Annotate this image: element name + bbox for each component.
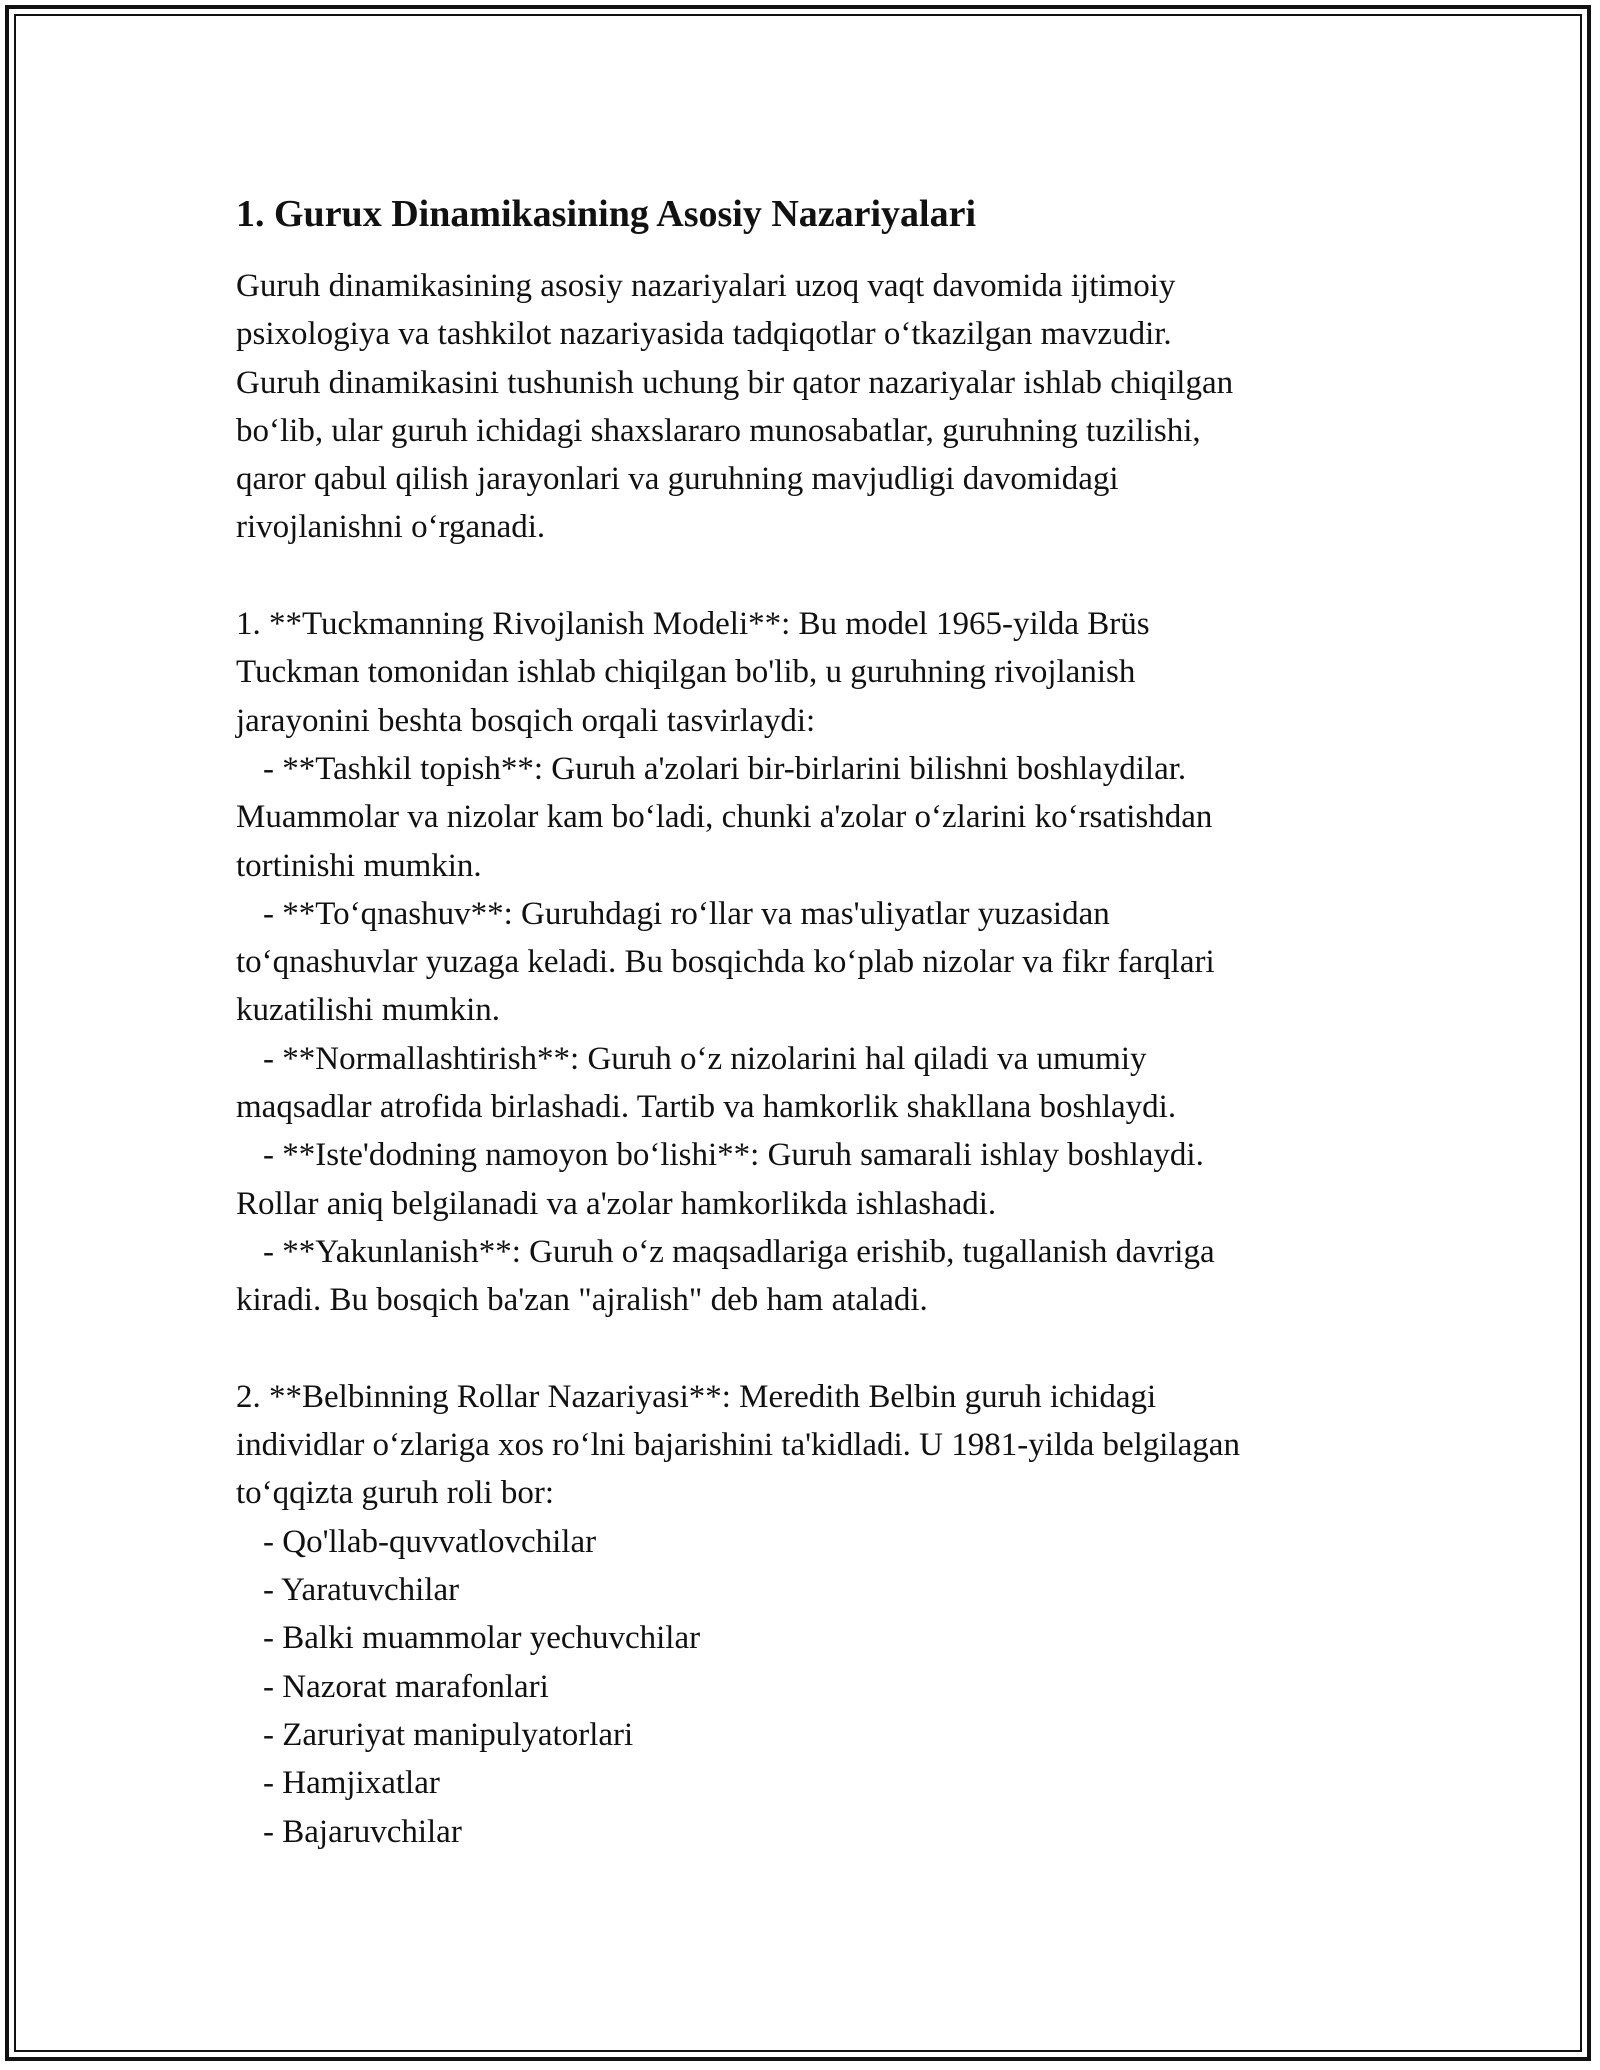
section-line: jarayonini beshta bosqich orqali tasvirlaydi:	[236, 702, 816, 739]
stage-yakun-line: - **Yakunlanish**: Guruh o‘z maqsadlariga erishib, tugallanish davriga	[263, 1233, 1215, 1270]
section-line: 1. **Tuckmanning Rivojlanish Modeli**: Bu model 1965-yilda Brüs	[236, 606, 1150, 643]
intro-line: Guruh dinamikasining asosiy nazariyalari uzoq vaqt davomida ijtimoiy	[236, 268, 1176, 304]
document-title: 1. Gurux Dinamikasining Asosiy Nazariyalari	[236, 193, 977, 235]
section-line: 2. **Belbinning Rollar Nazariyasi**: Meredith Belbin guruh ichidagi	[236, 1378, 1157, 1415]
stage-toqnashuv-line: kuzatilishi mumkin.	[236, 992, 500, 1029]
section-line: to‘qqizta guruh roli bor:	[236, 1475, 555, 1512]
stage-tashkil-line: - **Tashkil topish**: Guruh a'zolari bir-birlarini bilishni boshlaydilar.	[263, 750, 1187, 787]
role-item: - Balki muammolar yechuvchilar	[263, 1620, 701, 1657]
section-belbin	[236, 1373, 1376, 1856]
stage-iste-line: Rollar aniq belgilanadi va a'zolar hamkorlikda ishlashadi.	[236, 1185, 997, 1222]
stage-iste-line: - **Iste'dodning namoyon bo‘lishi**: Guruh samarali ishlay boshlaydi.	[263, 1137, 1204, 1174]
intro-line: psixologiya va tashkilot nazariyasida tadqiqotlar o‘tkazilgan mavzudir.	[236, 316, 1172, 353]
intro-line: rivojlanishni o‘rganadi.	[236, 509, 546, 546]
role-item: - Yaratuvchilar	[263, 1572, 460, 1609]
intro-line: Guruh dinamikasini tushunish uchung bir qator nazariyalar ishlab chiqilgan	[236, 364, 1234, 401]
spacer	[236, 1325, 1376, 1373]
stage-tashkil-line: tortinishi mumkin.	[236, 847, 482, 884]
role-item: - Zaruriyat manipulyatorlari	[263, 1716, 634, 1753]
section-line: individlar o‘zlariga xos ro‘lni bajarishini ta'kidladi. U 1981-yilda belgilagan	[236, 1427, 1240, 1464]
role-item: - Hamjixatlar	[263, 1765, 440, 1802]
document-body	[236, 188, 1376, 1856]
stage-tashkil-line: Muammolar va nizolar kam bo‘ladi, chunki a'zolar o‘zlarini ko‘rsatishdan	[236, 799, 1213, 836]
spacer	[236, 552, 1376, 600]
intro-paragraph	[236, 262, 1376, 552]
intro-line: qaror qabul qilish jarayonlari va guruhning mavjudligi davomidagi	[236, 461, 1119, 498]
role-item: - Qo'llab-quvvatlovchilar	[263, 1523, 597, 1560]
stage-toqnashuv-line: - **To‘qnashuv**: Guruhdagi ro‘llar va mas'uliyatlar yuzasidan	[263, 895, 1110, 932]
stage-toqnashuv-line: to‘qnashuvlar yuzaga keladi. Bu bosqichda ko‘plab nizolar va fikr farqlari	[236, 944, 1215, 981]
role-item: - Nazorat marafonlari	[263, 1668, 549, 1705]
role-item: - Bajaruvchilar	[263, 1813, 462, 1850]
section-line: Tuckman tomonidan ishlab chiqilgan bo'lib, u guruhning rivojlanish	[236, 654, 1136, 691]
stage-normal-line: maqsadlar atrofida birlashadi. Tartib va hamkorlik shakllana boshlaydi.	[236, 1089, 1177, 1126]
stage-normal-line: - **Normallashtirish**: Guruh o‘z nizolarini hal qiladi va umumiy	[263, 1040, 1147, 1077]
intro-line: bo‘lib, ular guruh ichidagi shaxslararo munosabatlar, guruhning tuzilishi,	[236, 412, 1201, 449]
stage-yakun-line: kiradi. Bu bosqich ba'zan "ajralish" deb ham ataladi.	[236, 1282, 928, 1319]
section-tuckman	[236, 600, 1376, 1324]
